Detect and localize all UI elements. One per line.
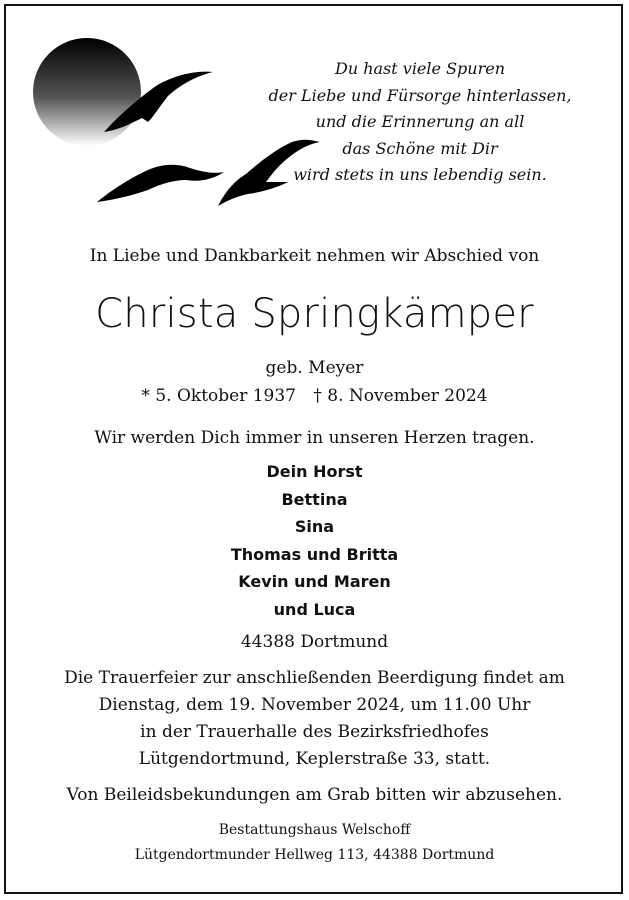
poem-line: Du hast viele Spuren xyxy=(334,59,505,78)
undertaker-name: Bestattungshaus Welschoff xyxy=(218,822,411,838)
condolence-note: Von Beileidsbekundungen am Grab bitten wir abzusehen. xyxy=(66,785,563,805)
poem-line: und die Erinnerung an all xyxy=(315,112,525,131)
undertaker-info xyxy=(10,818,619,868)
poem-line: wird stets in uns lebendig sein. xyxy=(293,165,547,184)
mourner: Thomas und Britta xyxy=(230,544,399,564)
memorial-motto: Wir werden Dich immer in unseren Herzen tragen. xyxy=(94,428,535,448)
mourner: Sina xyxy=(294,517,335,536)
mourners-list xyxy=(10,458,619,623)
birth-date: * 5. Oktober 1937 xyxy=(141,386,296,406)
deceased-name: Christa Springkämper xyxy=(95,291,534,337)
service-line: Lütgendortmund, Keplerstraße 33, statt. xyxy=(138,749,491,769)
farewell-intro: In Liebe und Dankbarkeit nehmen wir Abschied von xyxy=(89,246,540,266)
birth-name: geb. Meyer xyxy=(265,358,364,378)
mourner: Kevin und Maren xyxy=(238,572,391,591)
sun-icon xyxy=(33,38,141,146)
mourner: Bettina xyxy=(281,489,348,509)
family-city: 44388 Dortmund xyxy=(240,632,389,652)
funeral-service-info xyxy=(10,665,619,773)
poem-line: das Schöne mit Dir xyxy=(342,138,498,158)
service-line: Dienstag, dem 19. November 2024, um 11.00 Uhr xyxy=(98,695,531,715)
mourner: Dein Horst xyxy=(266,462,363,481)
death-date: † 8. November 2024 xyxy=(313,386,488,406)
memorial-poem xyxy=(250,56,590,189)
seagull-icon xyxy=(97,165,224,202)
poem-line: der Liebe und Fürsorge hinterlassen, xyxy=(268,85,572,105)
service-line: in der Trauerhalle des Bezirksfriedhofes xyxy=(140,722,489,742)
mourner: und Luca xyxy=(273,599,356,619)
life-dates xyxy=(10,386,619,406)
undertaker-address: Lütgendortmunder Hellweg 113, 44388 Dortmund xyxy=(134,847,495,863)
service-line: Die Trauerfeier zur anschließenden Beerdigung findet am xyxy=(64,668,565,688)
